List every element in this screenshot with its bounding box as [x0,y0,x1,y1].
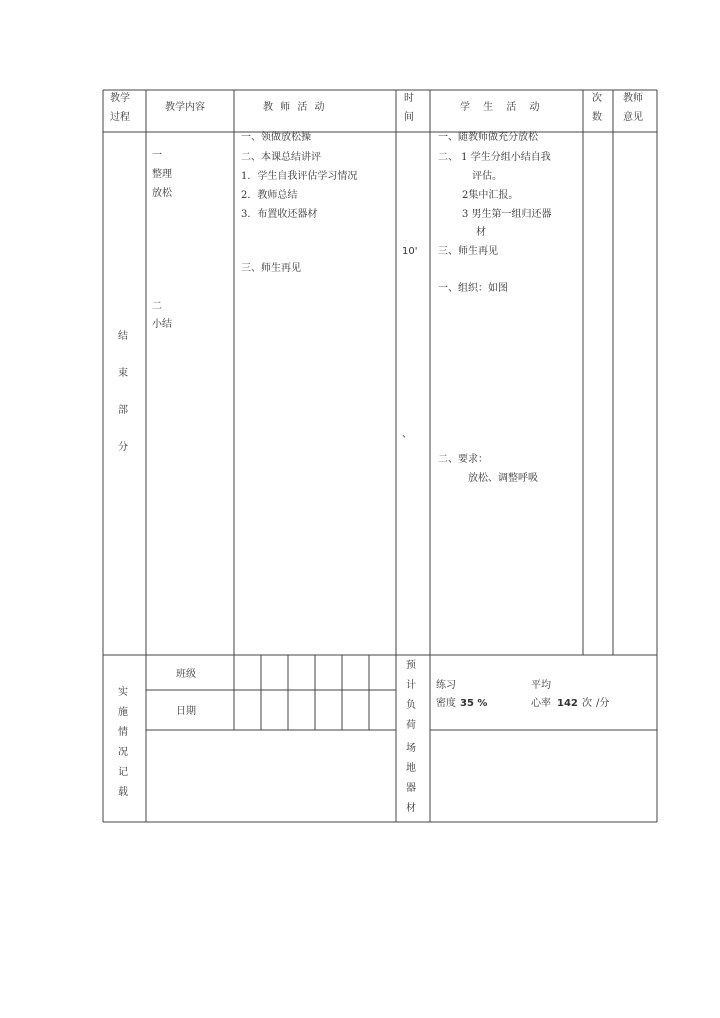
teacher-line-6: 三、师生再见 [241,263,301,274]
student-line-3: 评估。 [472,171,502,182]
process-char-1: 结 [118,331,128,342]
student-line-1: 一、随教师做充分放松 [438,132,538,143]
student-line-9: 二、要求： [438,454,488,465]
teacher-line-1: 一、领做放松操 [241,132,311,143]
process-char-2: 束 [118,368,128,379]
heart-rate-unit-per-minute: /分 [596,698,610,709]
header-opinion-line1: 教师 [623,93,643,104]
header-process-line2: 过程 [110,112,130,123]
teacher-line-3: 1．学生自我评估学习情况 [241,171,358,182]
content-item1-line2: 放松 [152,188,172,199]
average-label: 平均 [531,680,551,691]
load-char-1: 预 [406,660,416,671]
content-item2-line1: 小结 [152,319,172,330]
heart-rate-unit: 次 [582,698,592,709]
header-opinion-line2: 意见 [623,112,643,123]
record-char-6: 载 [118,787,128,798]
record-char-1: 实 [118,687,128,698]
load-char-3: 负 [406,700,416,711]
header-teacher-activity: 教 师 活 动 [263,102,325,113]
header-time-line1: 时 [404,93,414,104]
venue-char-3: 器 [406,783,416,794]
student-line-10: 放松、调整呼吸 [468,473,538,484]
header-count-line2: 数 [592,112,602,123]
header-content: 教学内容 [165,102,205,113]
record-char-5: 记 [118,767,128,778]
teacher-line-2: 二、本课总结讲评 [241,152,321,163]
load-char-2: 计 [406,680,416,691]
density-label: 密度 [436,698,456,709]
time-value: 10' [402,246,418,257]
header-student-activity: 学 生 活 动 [460,102,540,113]
record-char-2: 施 [118,707,128,718]
time-mark: 、 [402,429,412,440]
heart-rate-label: 心率 [531,698,551,709]
student-line-4: 2集中汇报。 [462,190,519,201]
student-line-7: 三、师生再见 [438,246,498,257]
venue-char-2: 地 [406,763,416,774]
header-time-line2: 间 [404,112,414,123]
content-item2-num: 二 [152,301,162,312]
class-label: 班级 [176,669,196,680]
heart-rate-value: 142 [557,698,578,709]
venue-char-1: 场 [406,743,416,754]
venue-char-4: 材 [406,803,416,814]
record-char-3: 情 [118,727,128,738]
student-line-6: 材 [476,227,486,238]
process-char-3: 部 [118,405,128,416]
content-item1-line1: 整理 [152,169,172,180]
header-process-line1: 教学 [110,93,130,104]
practice-label: 练习 [436,680,456,691]
teacher-line-5: 3．布置收还器材 [241,209,318,220]
process-char-4: 分 [118,442,128,453]
student-line-5: 3 男生第一组归还器 [462,209,552,220]
load-char-4: 荷 [406,720,416,731]
header-count-line1: 次 [592,93,602,104]
density-value: 35 % [460,698,488,709]
student-line-2: 二、 1 学生分组小结自我 [438,152,551,163]
student-line-8: 一、组织：如图 [438,283,508,294]
record-char-4: 况 [118,747,128,758]
date-label: 日期 [176,706,196,717]
content-item1-num: 一 [152,150,162,161]
teacher-line-4: 2．教师总结 [241,190,298,201]
